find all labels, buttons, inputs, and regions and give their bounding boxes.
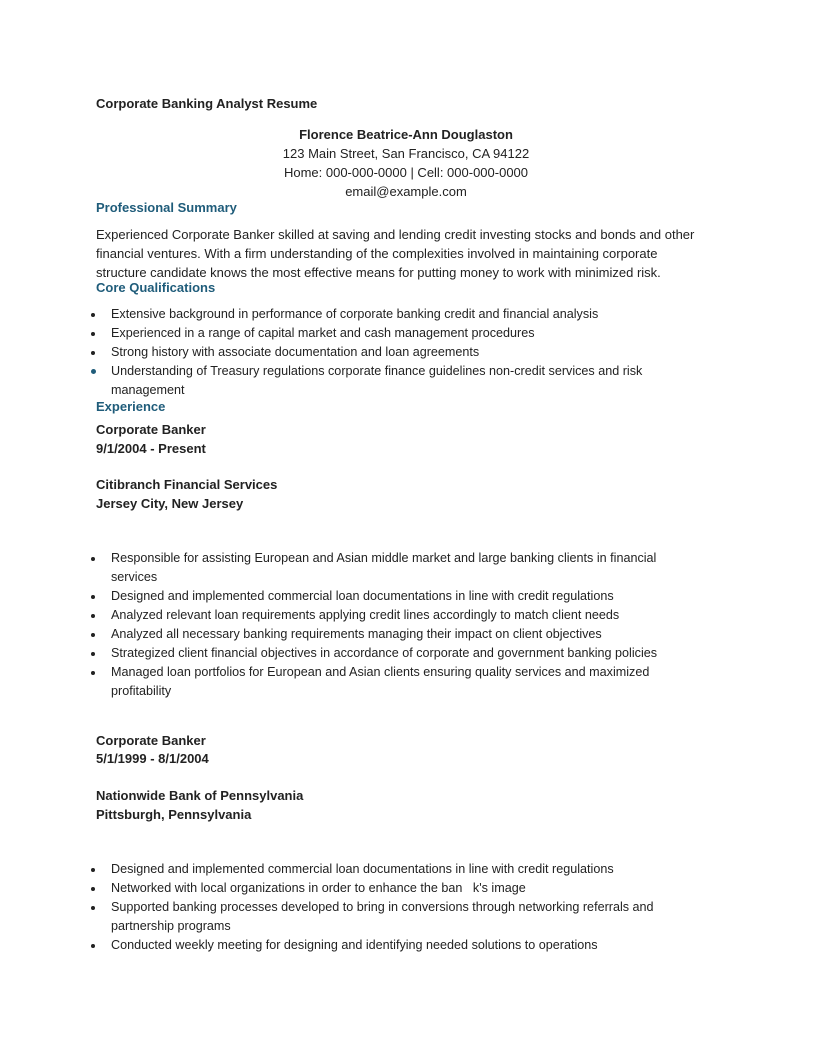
list-item: Understanding of Treasury regulations corporate finance guidelines non-credit services and risk management <box>96 362 696 400</box>
job-company: Nationwide Bank of Pennsylvania <box>96 788 304 803</box>
list-item: Designed and implemented commercial loan documentations in line with credit regulations <box>96 860 696 879</box>
bullet-icon <box>91 671 95 675</box>
bullet-icon <box>91 944 95 948</box>
experience-heading: Experience <box>96 399 166 414</box>
qualifications-list <box>96 305 696 400</box>
job-company: Citibranch Financial Services <box>96 477 278 492</box>
bullet-icon <box>91 906 95 910</box>
candidate-address: 123 Main Street, San Francisco, CA 94122 <box>282 146 530 161</box>
job-duties-list <box>96 549 696 701</box>
bullet-icon <box>91 633 95 637</box>
list-item: Analyzed all necessary banking requirements managing their impact on client objectives <box>96 625 696 644</box>
job-dates: 9/1/2004 - Present <box>96 441 206 456</box>
bullet-icon <box>91 332 95 336</box>
job-location: Pittsburgh, Pennsylvania <box>96 807 252 822</box>
list-item: Strong history with associate documentation and loan agreements <box>96 343 696 362</box>
qualifications-heading: Core Qualifications <box>96 280 216 295</box>
job-dates: 5/1/1999 - 8/1/2004 <box>96 751 209 766</box>
candidate-phones: Home: 000-000-0000 | Cell: 000-000-0000 <box>283 165 529 180</box>
list-item: Analyzed relevant loan requirements applying credit lines accordingly to match client needs <box>96 606 696 625</box>
candidate-email: email@example.com <box>345 184 467 199</box>
bullet-icon <box>91 595 95 599</box>
list-item: Responsible for assisting European and Asian middle market and large banking clients in financial services <box>96 549 696 587</box>
bullet-icon <box>91 557 95 561</box>
list-item: Designed and implemented commercial loan documentations in line with credit regulations <box>96 587 696 606</box>
list-item: Supported banking processes developed to bring in conversions through networking referrals and partnership programs <box>96 898 696 936</box>
bullet-icon <box>91 868 95 872</box>
bullet-icon <box>91 887 95 891</box>
summary-paragraph <box>96 225 706 282</box>
document-title: Corporate Banking Analyst Resume <box>96 96 318 111</box>
list-item: Conducted weekly meeting for designing and identifying needed solutions to operations <box>96 936 696 955</box>
list-item: Managed loan portfolios for European and Asian clients ensuring quality services and maximized profitability <box>96 663 696 701</box>
list-item: Networked with local organizations in order to enhance the ban k's image <box>96 879 696 898</box>
bullet-icon <box>91 652 95 656</box>
job-location: Jersey City, New Jersey <box>96 496 244 511</box>
summary-line: structure candidate knows the most effective means for putting money to work with minimized risk. <box>96 265 661 280</box>
job-title: Corporate Banker <box>96 422 206 437</box>
summary-heading: Professional Summary <box>96 200 237 215</box>
bullet-icon <box>91 369 96 374</box>
job-title: Corporate Banker <box>96 733 206 748</box>
bullet-icon <box>91 313 95 317</box>
summary-line: Experienced Corporate Banker skilled at saving and lending credit investing stocks and bonds and other <box>96 227 695 242</box>
list-item: Extensive background in performance of corporate banking credit and financial analysis <box>96 305 696 324</box>
bullet-icon <box>91 351 95 355</box>
list-item: Experienced in a range of capital market and cash management procedures <box>96 324 696 343</box>
candidate-name: Florence Beatrice-Ann Douglaston <box>299 127 513 142</box>
list-item: Strategized client financial objectives in accordance of corporate and government banking policies <box>96 644 696 663</box>
bullet-icon <box>91 614 95 618</box>
job-duties-list <box>96 860 696 955</box>
summary-line: financial ventures. With a firm understanding of the complexities involved in maintaining corporate <box>96 246 658 261</box>
